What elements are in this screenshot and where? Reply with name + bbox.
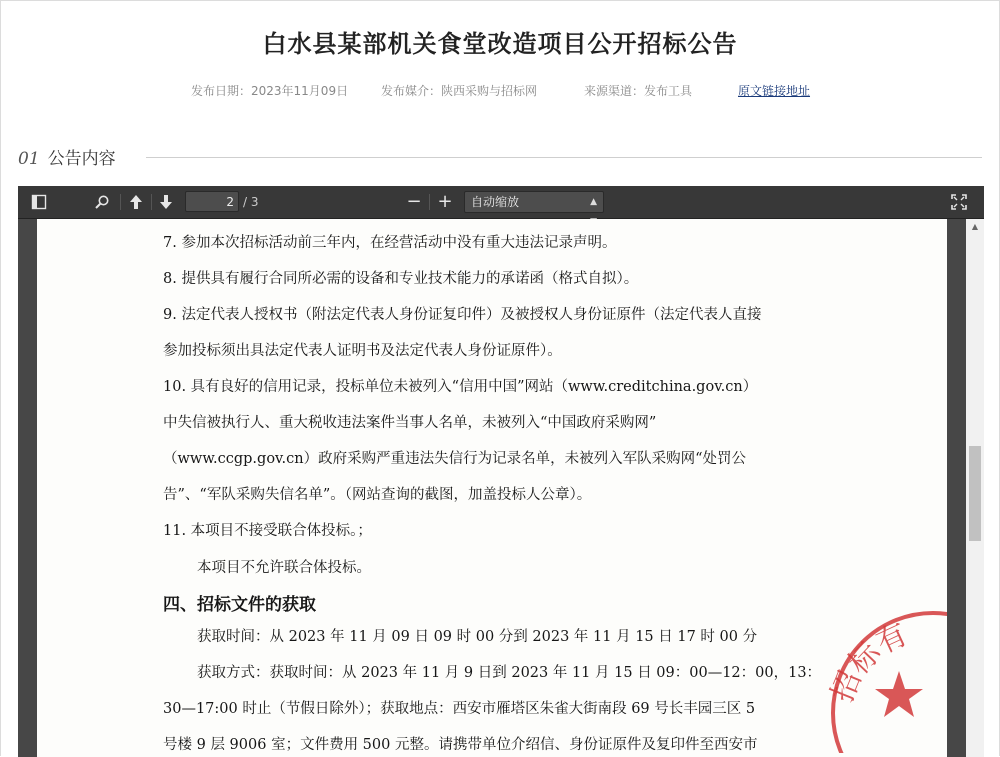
sidebar-toggle-button[interactable] bbox=[28, 191, 50, 213]
doc-line: （www.ccgp.gov.cn）政府采购严重违法失信行为记录名单，未被列入军队采购网“处罚公 bbox=[163, 451, 746, 467]
doc-line: 11. 本项目不接受联合体投标。； bbox=[163, 523, 372, 539]
doc-line: 号楼 9 层 9006 室；文件费用 500 元整。请携带单位介绍信、身份证原件及复印件至西安市 bbox=[163, 737, 758, 753]
fullscreen-icon bbox=[951, 194, 967, 210]
publish-media: 发布媒介：陕西采购与招标网 bbox=[381, 84, 538, 98]
sidebar-toggle-icon bbox=[31, 194, 47, 210]
doc-line: 告”、“军队采购失信名单”。（网站查询的截图，加盖投标人公章）。 bbox=[163, 487, 592, 503]
doc-heading: 四、招标文件的获取 bbox=[163, 595, 316, 615]
zoom-value: 自动缩放 bbox=[471, 195, 520, 209]
doc-line: 30—17:00 时止（节假日除外）；获取地点：西安市雁塔区朱雀大街南段 69 号长丰园三区 5 bbox=[163, 701, 756, 717]
pdf-viewer bbox=[18, 186, 984, 757]
section-divider bbox=[146, 157, 982, 158]
toolbar-separator bbox=[151, 194, 152, 210]
doc-line: 获取时间：从 2023 年 11 月 09 日 09 时 00 分到 2023 年 11 月 15 日 17 时 00 分 bbox=[197, 629, 758, 645]
pdf-page bbox=[37, 219, 947, 757]
section-heading bbox=[18, 144, 116, 169]
section-number: 01 bbox=[18, 149, 40, 169]
source-channel: 来源渠道：发布工具 bbox=[584, 84, 693, 98]
arrow-up-icon bbox=[128, 194, 144, 210]
pdf-toolbar bbox=[18, 186, 984, 219]
scrollbar-thumb[interactable] bbox=[969, 446, 981, 541]
previous-page-button[interactable] bbox=[125, 191, 147, 213]
doc-line: 参加投标须出具法定代表人证明书及法定代表人身份证原件）。 bbox=[163, 343, 562, 359]
svg-text:招标有: 招标有 bbox=[824, 616, 913, 708]
doc-line: 10. 具有良好的信用记录，投标单位未被列入“信用中国”网站（www.creditchina.gov.cn） bbox=[163, 379, 758, 395]
doc-line: 9. 法定代表人授权书（附法定代表人身份证复印件）及被授权人身份证原件（法定代表人直接 bbox=[163, 307, 762, 323]
doc-line: 中失信被执行人、重大税收违法案件当事人名单，未被列入“中国政府采购网” bbox=[163, 415, 657, 431]
arrow-down-icon bbox=[158, 194, 174, 210]
original-link[interactable]: 原文链接地址 bbox=[738, 84, 811, 98]
search-button[interactable] bbox=[91, 191, 113, 213]
doc-line: 本项目不允许联合体投标。 bbox=[197, 560, 371, 576]
toolbar-separator bbox=[120, 194, 121, 210]
zoom-in-button[interactable]: + bbox=[437, 191, 453, 212]
select-caret-icon: ▲ bbox=[590, 197, 597, 207]
publish-date: 发布日期：2023年11月09日 bbox=[191, 84, 349, 98]
page-total: / 3 bbox=[243, 195, 259, 209]
article-meta bbox=[0, 82, 1000, 100]
company-seal-stamp bbox=[823, 593, 947, 753]
doc-line: 8. 提供具有履行合同所必需的设备和专业技术能力的承诺函（格式自拟）。 bbox=[163, 271, 639, 287]
zoom-out-button[interactable]: − bbox=[406, 191, 422, 212]
page-number-input[interactable]: 2 bbox=[185, 191, 239, 212]
vertical-scrollbar[interactable] bbox=[966, 219, 984, 757]
zoom-select[interactable] bbox=[464, 191, 604, 213]
document-area[interactable] bbox=[18, 219, 966, 757]
next-page-button[interactable] bbox=[155, 191, 177, 213]
article-title: 白水县某部机关食堂改造项目公开招标公告 bbox=[262, 30, 738, 58]
doc-line: 7. 参加本次招标活动前三年内，在经营活动中没有重大违法记录声明。 bbox=[163, 235, 617, 251]
toolbar-separator bbox=[429, 194, 430, 210]
doc-line: 获取方式：获取时间：从 2023 年 11 月 9 日到 2023 年 11 月 15 日 09：00—12：00，13： bbox=[197, 665, 822, 681]
section-title: 公告内容 bbox=[47, 149, 116, 169]
fullscreen-button[interactable] bbox=[948, 191, 970, 213]
scroll-up-icon[interactable]: ▲ bbox=[971, 222, 979, 231]
search-icon bbox=[94, 194, 110, 210]
